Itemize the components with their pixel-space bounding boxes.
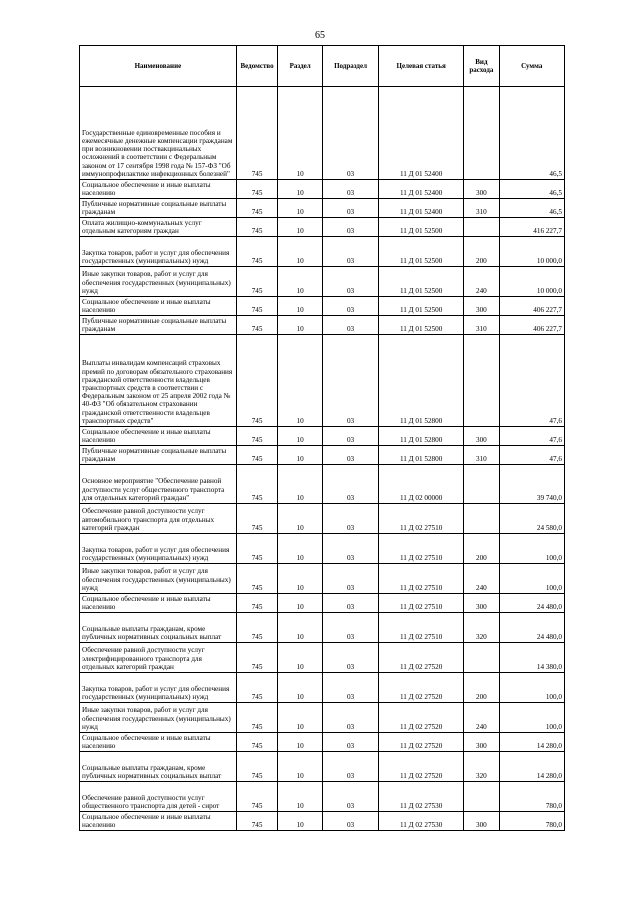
row-vid-cell: 300 [464,180,499,199]
row-razdel-cell: 10 [278,752,323,782]
row-sum-cell: 780,0 [499,782,564,812]
table-row [80,733,565,752]
row-sum-cell: 24 480,0 [499,594,564,613]
row-vid-cell [464,643,499,673]
row-ved-cell: 745 [236,752,278,782]
row-razdel-cell: 10 [278,446,323,465]
row-razdel-cell: 10 [278,673,323,703]
row-name-cell: Социальное обеспечение и иные выплаты населению [80,180,237,199]
row-podrazdel-cell: 03 [323,812,379,831]
row-vid-cell: 240 [464,703,499,733]
row-name-cell: Социальное обеспечение и иные выплаты населению [80,427,237,446]
table-row [80,297,565,316]
row-name-cell: Выплаты инвалидам компенсаций страховых премий по договорам обязательного страхования гражданской ответственности владельцев транспортных средств в соответствии с Федеральным законом от 25 апреля 2002 года № 40-ФЗ "Об обязательном страховании гражданской ответственности владельцев транспортных средств" [80,335,237,427]
row-vid-cell: 300 [464,594,499,613]
row-csr-cell: 11 Д 02 27510 [379,534,464,564]
row-name-cell: Обеспечение равной доступности услуг электрифицированного транспорта для отдельных категорий граждан [80,643,237,673]
row-vid-cell: 300 [464,427,499,446]
table-row [80,703,565,733]
row-podrazdel-cell: 03 [323,87,379,180]
row-vid-cell: 310 [464,199,499,218]
row-razdel-cell: 10 [278,812,323,831]
row-razdel-cell: 10 [278,180,323,199]
row-vid-cell: 320 [464,752,499,782]
row-csr-cell: 11 Д 02 27510 [379,564,464,594]
row-csr-cell: 11 Д 02 27530 [379,782,464,812]
row-csr-cell: 11 Д 01 52500 [379,218,464,237]
table-row [80,446,565,465]
row-csr-cell: 11 Д 02 27520 [379,752,464,782]
header-razdel: Раздел [278,46,323,87]
table-row [80,218,565,237]
row-ved-cell: 745 [236,594,278,613]
row-podrazdel-cell: 03 [323,237,379,267]
row-podrazdel-cell: 03 [323,297,379,316]
row-sum-cell: 14 280,0 [499,752,564,782]
row-ved-cell: 745 [236,316,278,335]
row-ved-cell: 745 [236,218,278,237]
row-csr-cell: 11 Д 01 52500 [379,297,464,316]
row-name-cell: Социальные выплаты гражданам, кроме публичных нормативных социальных выплат [80,613,237,643]
row-csr-cell: 11 Д 02 27520 [379,643,464,673]
table-row [80,643,565,673]
row-name-cell: Социальное обеспечение и иные выплаты населению [80,812,237,831]
table-row [80,534,565,564]
row-sum-cell: 24 580,0 [499,504,564,534]
row-csr-cell: 11 Д 02 27520 [379,673,464,703]
row-csr-cell: 11 Д 01 52400 [379,180,464,199]
row-name-cell: Иные закупки товаров, работ и услуг для обеспечения государственных (муниципальных) нужд [80,267,237,297]
row-sum-cell: 780,0 [499,812,564,831]
row-vid-cell: 320 [464,613,499,643]
row-csr-cell: 11 Д 01 52500 [379,237,464,267]
row-vid-cell: 240 [464,564,499,594]
row-podrazdel-cell: 03 [323,782,379,812]
row-name-cell: Социальные выплаты гражданам, кроме публичных нормативных социальных выплат [80,752,237,782]
row-name-cell: Иные закупки товаров, работ и услуг для обеспечения государственных (муниципальных) нужд [80,564,237,594]
row-vid-cell: 300 [464,733,499,752]
row-vid-cell [464,87,499,180]
row-podrazdel-cell: 03 [323,752,379,782]
row-ved-cell: 745 [236,812,278,831]
table-row [80,199,565,218]
row-ved-cell: 745 [236,297,278,316]
table-row [80,812,565,831]
row-csr-cell: 11 Д 02 27520 [379,733,464,752]
row-vid-cell [464,335,499,427]
row-podrazdel-cell: 03 [323,564,379,594]
row-razdel-cell: 10 [278,613,323,643]
row-podrazdel-cell: 03 [323,316,379,335]
row-name-cell: Закупка товаров, работ и услуг для обеспечения государственных (муниципальных) нужд [80,237,237,267]
row-podrazdel-cell: 03 [323,733,379,752]
row-name-cell: Оплата жилищно-коммунальных услуг отдельным категориям граждан [80,218,237,237]
row-podrazdel-cell: 03 [323,703,379,733]
row-razdel-cell: 10 [278,427,323,446]
row-sum-cell: 24 480,0 [499,613,564,643]
table-row [80,594,565,613]
row-name-cell: Обеспечение равной доступности услуг автомобильного транспорта для отдельных категорий граждан [80,504,237,534]
row-ved-cell: 745 [236,87,278,180]
row-csr-cell: 11 Д 02 27530 [379,812,464,831]
row-podrazdel-cell: 03 [323,465,379,504]
table-row [80,316,565,335]
row-sum-cell: 14 280,0 [499,733,564,752]
row-name-cell: Закупка товаров, работ и услуг для обеспечения государственных (муниципальных) нужд [80,673,237,703]
row-razdel-cell: 10 [278,237,323,267]
table-row [80,504,565,534]
table-row [80,465,565,504]
row-razdel-cell: 10 [278,199,323,218]
row-name-cell: Публичные нормативные социальные выплаты гражданам [80,316,237,335]
row-vid-cell: 300 [464,812,499,831]
row-sum-cell: 100,0 [499,673,564,703]
row-podrazdel-cell: 03 [323,427,379,446]
table-row [80,267,565,297]
header-csr: Целевая статья [379,46,464,87]
table-row [80,613,565,643]
row-sum-cell: 47,6 [499,427,564,446]
row-podrazdel-cell: 03 [323,643,379,673]
row-sum-cell: 47,6 [499,446,564,465]
row-vid-cell: 310 [464,446,499,465]
row-name-cell: Публичные нормативные социальные выплаты гражданам [80,446,237,465]
table-row [80,180,565,199]
table-row [80,87,565,180]
row-razdel-cell: 10 [278,267,323,297]
table-row [80,237,565,267]
table-row [80,335,565,427]
row-name-cell: Основное мероприятие "Обеспечение равной доступности услуг общественного транспорта для отдельных категорий граждан" [80,465,237,504]
row-csr-cell: 11 Д 01 52500 [379,267,464,297]
row-podrazdel-cell: 03 [323,267,379,297]
table-row [80,564,565,594]
row-ved-cell: 745 [236,504,278,534]
row-razdel-cell: 10 [278,782,323,812]
row-ved-cell: 745 [236,427,278,446]
table-header-row [80,46,565,87]
row-podrazdel-cell: 03 [323,613,379,643]
row-podrazdel-cell: 03 [323,199,379,218]
row-sum-cell: 46,5 [499,199,564,218]
row-podrazdel-cell: 03 [323,673,379,703]
page-number: 65 [315,30,325,41]
row-ved-cell: 745 [236,465,278,504]
row-vid-cell [464,504,499,534]
row-vid-cell: 240 [464,267,499,297]
row-sum-cell: 100,0 [499,564,564,594]
row-csr-cell: 11 Д 02 27510 [379,504,464,534]
row-sum-cell: 406 227,7 [499,316,564,335]
table-row [80,427,565,446]
row-csr-cell: 11 Д 02 27510 [379,613,464,643]
budget-table [79,45,565,831]
header-name: Наименование [80,46,237,87]
row-name-cell: Иные закупки товаров, работ и услуг для обеспечения государственных (муниципальных) нужд [80,703,237,733]
row-razdel-cell: 10 [278,643,323,673]
row-ved-cell: 745 [236,673,278,703]
row-podrazdel-cell: 03 [323,504,379,534]
row-csr-cell: 11 Д 02 27520 [379,703,464,733]
row-ved-cell: 745 [236,534,278,564]
row-vid-cell [464,465,499,504]
row-sum-cell: 100,0 [499,703,564,733]
row-vid-cell: 200 [464,673,499,703]
row-ved-cell: 745 [236,613,278,643]
row-vid-cell: 310 [464,316,499,335]
row-vid-cell [464,218,499,237]
row-sum-cell: 10 000,0 [499,267,564,297]
row-sum-cell: 46,5 [499,180,564,199]
row-podrazdel-cell: 03 [323,180,379,199]
row-csr-cell: 11 Д 01 52800 [379,427,464,446]
row-sum-cell: 14 380,0 [499,643,564,673]
row-razdel-cell: 10 [278,218,323,237]
row-name-cell: Обеспечение равной доступности услуг общественного транспорта для детей - сирот [80,782,237,812]
header-sum: Сумма [499,46,564,87]
row-sum-cell: 10 000,0 [499,237,564,267]
row-name-cell: Социальное обеспечение и иные выплаты населению [80,733,237,752]
row-sum-cell: 46,5 [499,87,564,180]
row-vid-cell: 200 [464,237,499,267]
row-ved-cell: 745 [236,782,278,812]
row-ved-cell: 745 [236,180,278,199]
row-name-cell: Социальное обеспечение и иные выплаты населению [80,297,237,316]
row-podrazdel-cell: 03 [323,218,379,237]
row-ved-cell: 745 [236,199,278,218]
row-podrazdel-cell: 03 [323,594,379,613]
table-body [80,87,565,831]
row-podrazdel-cell: 03 [323,335,379,427]
row-razdel-cell: 10 [278,504,323,534]
row-ved-cell: 745 [236,446,278,465]
row-ved-cell: 745 [236,564,278,594]
row-vid-cell [464,782,499,812]
row-ved-cell: 745 [236,335,278,427]
row-razdel-cell: 10 [278,534,323,564]
table-row [80,782,565,812]
row-csr-cell: 11 Д 02 00000 [379,465,464,504]
row-ved-cell: 745 [236,267,278,297]
row-sum-cell: 39 740,0 [499,465,564,504]
row-razdel-cell: 10 [278,733,323,752]
row-sum-cell: 100,0 [499,534,564,564]
table-row [80,673,565,703]
header-ved: Ведомство [236,46,278,87]
row-razdel-cell: 10 [278,703,323,733]
row-vid-cell: 300 [464,297,499,316]
row-razdel-cell: 10 [278,564,323,594]
row-podrazdel-cell: 03 [323,534,379,564]
row-razdel-cell: 10 [278,316,323,335]
row-razdel-cell: 10 [278,594,323,613]
row-sum-cell: 406 227,7 [499,297,564,316]
row-ved-cell: 745 [236,733,278,752]
row-ved-cell: 745 [236,237,278,267]
row-razdel-cell: 10 [278,335,323,427]
row-razdel-cell: 10 [278,465,323,504]
row-vid-cell: 200 [464,534,499,564]
row-csr-cell: 11 Д 01 52500 [379,316,464,335]
row-razdel-cell: 10 [278,297,323,316]
header-podrazdel: Подраздел [323,46,379,87]
table-row [80,752,565,782]
row-csr-cell: 11 Д 01 52800 [379,446,464,465]
row-sum-cell: 416 227,7 [499,218,564,237]
row-csr-cell: 11 Д 01 52400 [379,87,464,180]
row-razdel-cell: 10 [278,87,323,180]
row-ved-cell: 745 [236,643,278,673]
row-ved-cell: 745 [236,703,278,733]
row-name-cell: Закупка товаров, работ и услуг для обеспечения государственных (муниципальных) нужд [80,534,237,564]
header-vid: Вид расхода [464,46,499,87]
row-sum-cell: 47,6 [499,335,564,427]
row-name-cell: Социальное обеспечение и иные выплаты населению [80,594,237,613]
row-name-cell: Государственные единовременные пособия и ежемесячные денежные компенсации гражданам при возникновении поствакцинальных осложнений в соответствии с Федеральным законом от 17 сентября 1998 года № 157-ФЗ "Об иммунопрофилактике инфекционных болезней" [80,87,237,180]
row-csr-cell: 11 Д 01 52800 [379,335,464,427]
row-name-cell: Публичные нормативные социальные выплаты гражданам [80,199,237,218]
row-podrazdel-cell: 03 [323,446,379,465]
row-csr-cell: 11 Д 02 27510 [379,594,464,613]
row-csr-cell: 11 Д 01 52400 [379,199,464,218]
